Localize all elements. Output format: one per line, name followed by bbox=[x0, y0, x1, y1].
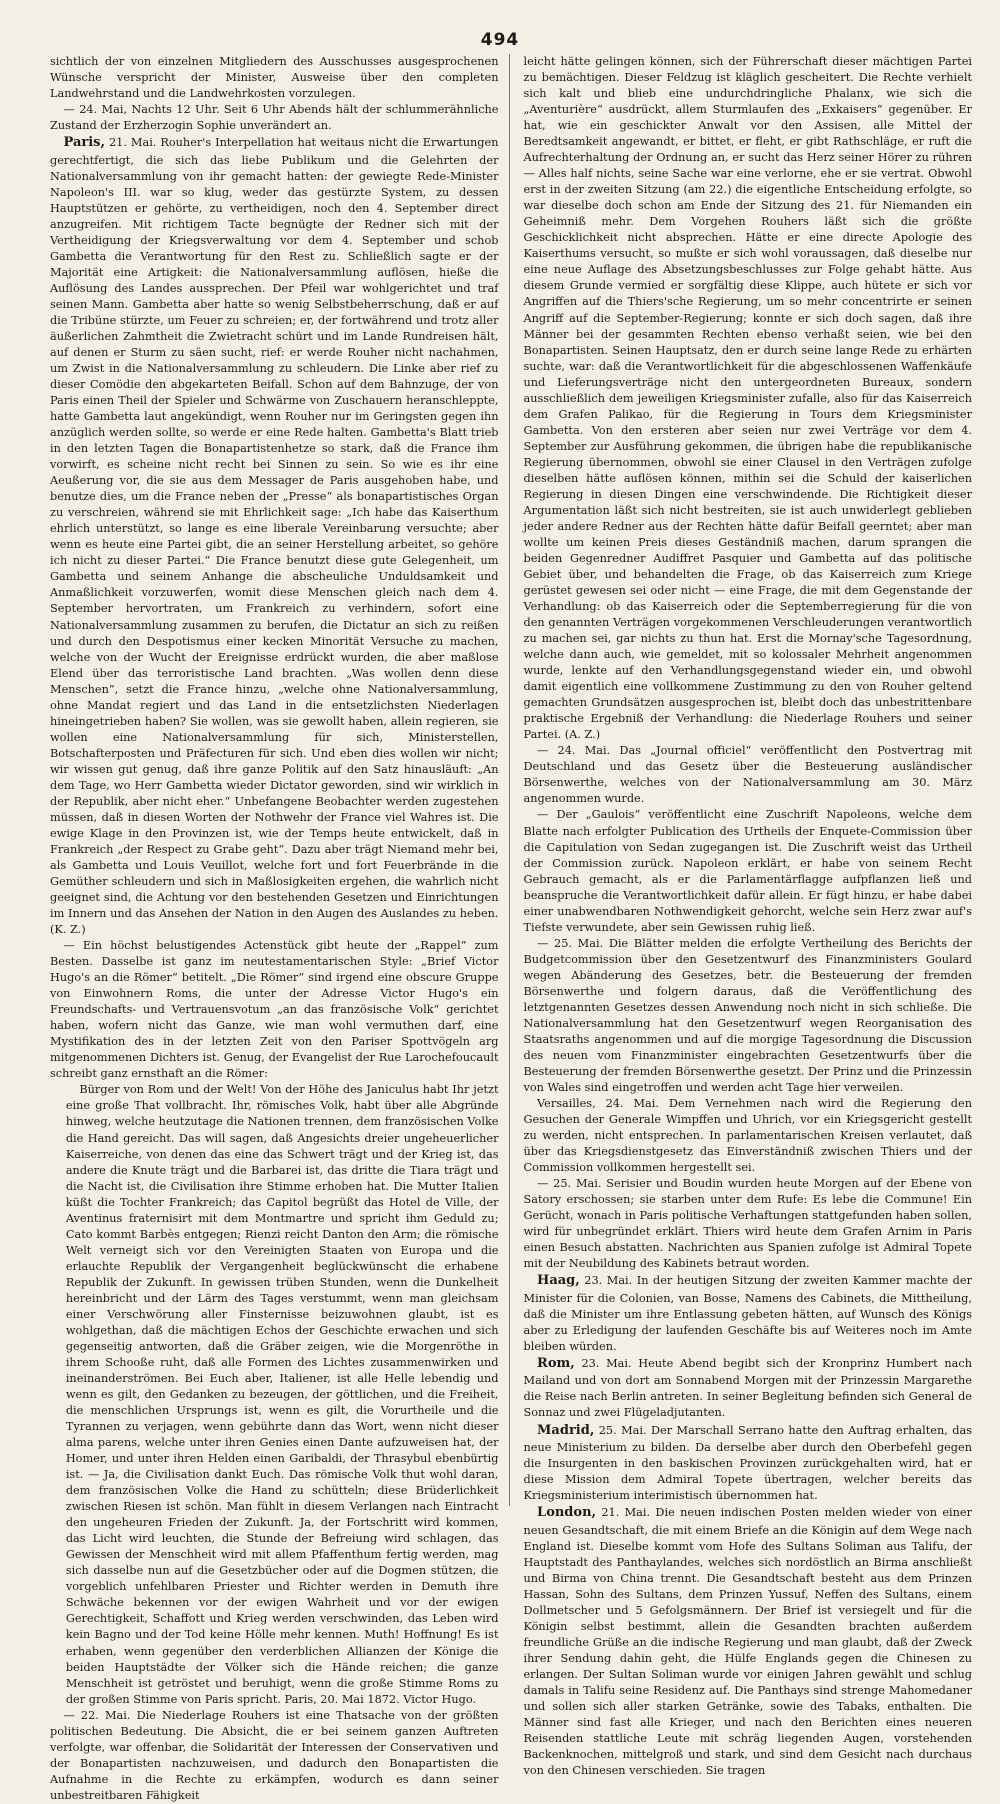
article-text: 21. Mai. Die neuen indischen Posten melden wieder von einer neuen Gesandtschaft, die mit einem Briefe an die Königin auf dem Wege nach England ist. Dieselbe kommt vom Hofe des Sultans Soliman aus Talifu, der Hauptstadt des Panthaylandes, welches sich nordöstlich an Birma anschließt und Birma von China trennt. Die Gesandtschaft besteht aus dem Prinzen Hassan, Sohn des Sultans, dem Prinzen Yussuf, Neffen des Sultans, einem Dollmetscher und 5 Gefolgsmännern. Der Brief ist versiegelt und für die Königin selbst bestimmt, allein die Gesandten brachten außerdem freundliche Grüße an die indische Regierung und man glaubt, daß der Zweck ihrer Sendung dahin geht, die Hülfe Englands gegen die Chinesen zu erlangen. Der Sultan Soliman wurde vor einigen Jahren gewählt und schlug damals in Talifu seine Residenz auf. Die Panthays sind strenge Mahomedaner und sollen sich aller starken Getränke, sowie des Tabaks, enthalten. Die Männer sind fast alle Krieger, und nach den Berichten eines neueren Reisenden stattliche Leute mit schräg liegenden Augen, vorstehenden Backenknochen, mittelgroß und stark, und sind dem Gesicht nach durchaus von den Chinesen verschieden. Sie tragen bbox=[523, 1506, 972, 1777]
article-paragraph: leicht hätte gelingen können, sich der Führerschaft dieser mächtigen Partei zu bemächtigen. Dieser Feldzug ist kläglich gescheitert. Die Rechte verhielt sich kalt und blieb eine undurchdringliche Phalanx, wie sich die „Aventurière“ ausdrückt, allem Sturmlaufen des „Exkaisers“ gegenüber. Er hat, wie ein geschickter Anwalt vor den Assisen, alle Mittel der Beredtsamkeit angewandt, er bittet, er fleht, er gibt Rathschläge, er ruft die Aufrechterhaltung der Ordnung an, er sucht das Herz seiner Hörer zu rühren — Alles half nichts, seine Sache war eine verlorne, ehe er sie vertrat. Obwohl erst in der zweiten Sitzung (am 22.) die eigentliche Entscheidung erfolgte, so war dieselbe doch schon am Ende der Sitzung des 21. für Niemanden ein Geheimniß mehr. Dem Vorgehen Rouhers läßt sich die größte Geschicklichkeit nicht absprechen. Hätte er eine directe Apologie des Kaiserthums versucht, so mußte er sich wohl voraussagen, daß dieselbe nur eine neue Auflage des Absetzungsbeschlusses zur Folge gehabt hätte. Aus diesem Grunde vermied er sorgfältig diese Klippe, auch hütete er sich vor Angriffen auf die Thiers'sche Regierung, um so mehr concentrirte er seinen Angriff auf die September-Regierung; konnte er sich doch sagen, daß ihre Männer bei der gesammten Rechten ebenso verhaßt seien, wie bei den Bonapartisten. Seinen Hauptsatz, den er durch seine lange Rede zu erhärten suchte, war: daß die Verantwortlichkeit für die abgeschlossenen Waffenkäufe und Lieferungsverträge nicht den untergeordneten Bureaux, sondern ausschließlich dem jeweiligen Kriegsminister zufalle, also für das Kaiserreich dem Grafen Palikao, für die Regierung in Tours dem Kriegsminister Gambetta. Von den ersteren aber seien nur zwei Verträge vor dem 4. September zur Ausführung gekommen, die übrigen habe die republikanische Regierung übernommen, obwohl sie einer Clausel in den Verträgen zufolge dieselben hätte auflösen können, mithin sei die Schuld der kaiserlichen Regierung in diesen Dingen eine verschwindende. Die Richtigkeit dieser Argumentation läßt sich nicht bestreiten, sie ist auch unwiderlegt geblieben jeder andere Redner aus der Rechten hätte dafür Beifall geerntet; aber man wollte um keinen Preis dieses Geständniß machen, darum sprangen die beiden Gegenredner Audiffret Pasquier und Gambetta auf das politische Gebiet über, und behandelten die Frage, ob das Kaiserreich zum Kriege gerüstet gewesen sei oder nicht — eine Frage, die mit dem Gegenstande der Verhandlung: ob das Kaiserreich oder die Septemberregierung für die von den genannten Verträgen vorgekommenen Verschleuderungen verantwortlich zu machen sei, gar nichts zu thun hat. Erst die Mornay'sche Tagesordnung, welche dann auch, wie gemeldet, mit so kolossaler Mehrheit angenommen wurde, lenkte auf den Verhandlungsgegenstand wieder ein, und obwohl damit eigentlich eine vollkommene Zustimmung zu den von Rouher geltend gemachten Grundsätzen ausgesprochen ist, bleibt doch das unbestrittenbare praktische Ergebniß der Verhandlung: die Niederlage Rouhers und seiner Partei. (A. Z.) bbox=[523, 55, 972, 742]
article-paris bbox=[50, 134, 499, 938]
article-paragraph: — 25. Mai. Serisier und Boudin wurden heute Morgen auf der Ebene von Satory erschossen; sie starben unter dem Rufe: Es lebe die Commune! Ein Gerücht, wonach in Paris politische Verhaftungen stattgefunden haben sollen, wird für unbegründet erklärt. Thiers wird heute dem Grafen Arnim in Paris einen Besuch abstatten. Nachrichten aus Spanien zufolge ist Admiral Topete mit der Neubildung des Kabinets betraut worden. bbox=[523, 1177, 972, 1271]
right-column bbox=[523, 54, 973, 1777]
article-paragraph: sichtlich der von einzelnen Mitgliedern des Ausschusses ausgesprochenen Wünsche verspricht der Minister, Ausweise über den completen Landwehrstand und die Landwehrkosten vorzulegen. bbox=[50, 55, 499, 101]
dateline-haag: Haag, bbox=[537, 1273, 580, 1289]
article-paragraph: — 22. Mai. Die Niederlage Rouhers ist eine Thatsache von der größten politischen Bedeutung. Die Absicht, die er bei seinem ganzen Auftreten verfolgte, war offenbar, die Solidarität der Interessen der Conservativen und der Bonapartisten nachzuweisen, und dadurch den Bonapartisten die Aufnahme in die Rechte zu erkämpfen, wodurch es dann seiner unbestreitbaren Fähigkeit bbox=[50, 1708, 499, 1802]
article-paragraph: — Der „Gaulois“ veröffentlicht eine Zuschrift Napoleons, welche dem Blatte nach erfolgter Publication des Urtheils der Enquete-Commission über die Capitulation von Sedan zugegangen ist. Die Zuschrift weist das Urtheil der Commission zurück. Napoleon erklärt, er habe von seinem Recht Gebrauch gemacht, als er die Parlamentärflagge aufpflanzen ließ und beanspruche die Verantwortlichkeit dafür allein. Er fügt hinzu, er habe dabei einer unabwendbaren Nothwendigkeit gehorcht, welche sein Herz zwar auf's Tiefste verwundete, aber sein Gewissen ruhig ließ. bbox=[523, 808, 972, 934]
dateline-paris: Paris, bbox=[63, 135, 106, 151]
dateline-london: London, bbox=[537, 1505, 597, 1521]
article-text: 23. Mai. In der heutigen Sitzung der zweiten Kammer machte der Minister für die Colonien, van Bosse, Namens des Cabinets, die Mittheilung, daß die Minister um ihre Entlassung gebeten hätten, auf Wunsch des Königs aber zu Erledigung der laufenden Geschäfte bis auf Weiteres noch im Amte bleiben würden. bbox=[523, 1274, 972, 1353]
article-madrid bbox=[524, 1422, 973, 1505]
article-paragraph: — 25. Mai. Die Blätter melden die erfolgte Vertheilung des Berichts der Budgetcommission über den Gesetzentwurf des Finanzministers Goulard wegen Abänderung des Gesetzes, betr. die Besteuerung der fremden Börsenwerthe und folgern daraus, daß die Veröffentlichung des letztgenannten Gesetzes dessen Anwendung noch nicht in sich schließe. Die Nationalversammlung hat den Gesetzentwurf wegen Reorganisation des Staatsraths angenommen und auf die morgige Tagesordnung die Discussion des neuen vom Finanzminister eingebrachten Gesetzentwurfs über die Besteuerung der fremden Börsenwerthe gesetzt. Der Prinz und die Prinzessin von Wales sind eingetroffen und werden acht Tage hier verweilen. bbox=[523, 936, 972, 1094]
left-column bbox=[50, 54, 510, 1802]
article-rom bbox=[524, 1355, 973, 1422]
page-number: 494 bbox=[480, 30, 520, 50]
article-paragraph: — 24. Mai, Nachts 12 Uhr. Seit 6 Uhr Abends hält der schlummerähnliche Zustand der Erzherzogin Sophie unverändert an. bbox=[50, 103, 499, 133]
article-paragraph: — 24. Mai. Das „Journal officiel“ veröffentlicht den Postvertrag mit Deutschland und das Gesetz über die Besteuerung ausländischer Börsenwerthe, welches von der Nationalversammlung am 30. März angenommen wurde. bbox=[523, 744, 972, 806]
text-columns bbox=[50, 54, 972, 1802]
article-haag bbox=[524, 1272, 973, 1355]
article-text: 21. Mai. Rouher's Interpellation hat weitaus nicht die Erwartungen gerechtfertigt, die sich das liebe Publikum und die Gelehrten der Nationalversammlung von ihr gemacht hatten: der gewiegte Rede-Minister Napoleon's III. war so klug, weder das gestürzte System, zu dessen Hauptstützen er gehörte, zu vertheidigen, noch den 4. September direct anzugreifen. Mit richtigem Tacte begnügte der Redner sich mit der Vertheidigung der Kriegsverwaltung vor dem 4. September und schob Gambetta die Verantwortung für den Rest zu. Schließlich sagte er der Majorität eine Artigkeit: die Nationalversammlung auflösen, hieße die Auflösung des Landes aussprechen. Der Pfeil war wohlgerichtet und traf seinen Mann. Gambetta aber hatte so wenig Selbstbeherrschung, daß er auf die Tribüne stürzte, um Feuer zu schreien; er, der fortwährend und trotz aller äußerlichen Zahmtheit die Zwietracht schürt und im Lande Rundreisen hält, auf denen er Sturm zu säen sucht, rief: er werde Rouher nicht nachahmen, um Zwist in die Nationalversammlung zu schleudern. Die Linke aber rief zu dieser Comödie den abgekarteten Beifall. Schon auf dem Bahnzuge, der von Paris einen Theil der Spieler und Schwärme von Zuschauern heranschleppte, hatte Gambetta laut angekündigt, wenn Rouher nur im Geringsten gegen ihn anzüglich werden sollte, so werde er eine Rede halten. Gambetta's Blatt trieb in den letzten Tagen die Bonapartistenhetze so stark, daß die France ihm vorwirft, es scheine nicht recht bei Sinnen zu sein. So wie es ihr eine Aeußerung vor, die sie aus dem Messager de Paris ausgehoben habe, und benutze dies, um die France neben der „Presse“ als bonapartistisches Organ zu verschreien, während sie mit Ehrlichkeit sage: „Ich habe das Kaiserthum ehrlich unterstützt, so lange es eine liberale Vereinbarung versuchte; aber wenn es heute eine Partei gibt, die an seiner Herstellung arbeitet, so gehöre ich nicht zu dieser Partei.“ Die France benutzt diese gute Gelegenheit, um Gambetta und seinem Anhange die abscheuliche Unduldsamkeit und Anmaßlichkeit vorzuwerfen, womit diese Menschen gleich nach dem 4. September hervortraten, um Frankreich zu verhindern, sofort eine Nationalversammlung zusammen zu berufen, die Dictatur an sich zu reißen und durch den Despotismus einer kecken Minorität Versuche zu machen, welche von der Wucht der Ereignisse erdrückt wurden, die aber maßlose Elend über das terroristische Land brachten. „Was wollen denn diese Menschen“, setzt die France hinzu, „welche ohne Nationalversammlung, ohne Mandat regiert und das Land in die entsetzlichsten Niederlagen hineingetrieben haben? Sie wollen, was sie gewollt haben, allein regieren, sie wollen eine Nationalversammlung für sich, Ministerstellen, Botschafterposten und Präfecturen für sich. Und eben dies wollen wir nicht; wir wissen gut genug, daß ihre ganze Politik auf den Satz hinausläuft: „An dem Tage, wo Herr Gambetta wieder Dictator geworden, sind wir wirklich in der Republik, aber nicht eher.“ Unbefangene Beobachter werden zugestehen müssen, daß in diesen Worten der Nothwehr der France viel Wahres ist. Die ewige Klage in den Provinzen ist, wie der Temps heute entwickelt, daß in Frankreich „der Respect zu Grabe geht“. Dazu aber trägt Niemand mehr bei, als Gambetta und Louis Veuillot, welche fort und fort Feuerbrände in die Gemüther schleudern und sich in Maßlosigkeiten ergehen, die wahrlich nicht geeignet sind, die Achtung vor den bestehenden Gesetzen und Einrichtungen im Innern und das Ansehen der Nation in den Augen des Auslandes zu heben. (K. Z.) bbox=[50, 136, 499, 937]
article-paragraph: — Ein höchst belustigendes Actenstück gibt heute der „Rappel“ zum Besten. Dasselbe ist ganz im neutestamentarischen Style: „Brief Victor Hugo's an die Römer“ betitelt. „Die Römer“ sind irgend eine obscure Gruppe von Einwohnern Roms, die unter der Adresse Victor Hugo's ein Freundschafts- und Vertrauensvotum „an das französische Volk“ gerichtet haben, wofern nicht das Ganze, wie man wohl vermuthen darf, eine Mystifikation des in der letzten Zeit von den Pariser Spottvögeln arg mitgenommenen Dichters ist. Genug, der Evangelist der Rue Larochefoucault schreibt ganz ernsthaft an die Römer: bbox=[50, 939, 499, 1081]
dateline-madrid: Madrid, bbox=[537, 1422, 595, 1438]
article-london bbox=[524, 1504, 973, 1779]
article-paragraph: Versailles, 24. Mai. Dem Vernehmen nach wird die Regierung den Gesuchen der Generale Wimpffen und Uhrich, vor ein Kriegsgericht gestellt zu werden, nicht entsprechen. In parlamentarischen Kreisen verlautet, daß über das Kriegsdienstgesetz das Einverständniß zwischen Thiers und der Commission vollkommen hergestellt sei. bbox=[523, 1097, 972, 1175]
article-text: 23. Mai. Heute Abend begibt sich der Kronprinz Humbert nach Mailand und von dort am Sonnabend Morgen mit der Prinzessin Margarethe die Reise nach Berlin antreten. In seiner Begleitung befinden sich General de Sonnaz und zwei Flügeladjutanten. bbox=[523, 1356, 972, 1420]
dateline-rom: Rom, bbox=[537, 1355, 575, 1371]
article-text: 25. Mai. Der Marschall Serrano hatte den Auftrag erhalten, das neue Ministerium zu bilden. Da derselbe aber durch den Oberbefehl gegen die Insurgenten in den baskischen Provinzen zurückgehalten wird, hat er diese Mission dem Admiral Topete übertragen, welcher bereits das Kriegsministerium interimistisch übernommen hat. bbox=[523, 1423, 972, 1503]
quoted-letter: Bürger von Rom und der Welt! Von der Höhe des Janiculus habt Ihr jetzt eine große That vollbracht. Ihr, römisches Volk, habt über alle Abgründe hinweg, welche heutzutage die Nationen trennen, dem französischen Volke die Hand gereicht. Das will sagen, daß Angesichts dreier ungeheuerlicher Kaiserreiche, von denen das eine das Schwert trägt und der Krieg ist, das andere die Knute trägt und die Barbarei ist, das dritte die Tiara trägt und die Nacht ist, die Civilisation ihre Stimme erhoben hat. Die Mutter Italien küßt die Tochter Frankreich; das Capitol begrüßt das Hotel de Ville, der Aventinus fraternisirt mit dem Montmartre und spricht ihm Geduld zu; Cato kommt Barbès entgegen; Rienzi reicht Danton den Arm; die römische Welt verneigt sich vor den Vereinigten Staaten von Europa und die erlauchte Republik der Vergangenheit beglückwünscht die erhabene Republik der Zukunft. In gewissen trüben Stunden, wenn die Dunkelheit hereinbricht und der Lärm des Tages verstummt, wenn man gleichsam einer Verschwörung aller Finsternisse beizuwohnen glaubt, ist es wohlgethan, daß die mächtigen Echos der Geschichte erwachen und sich gegenseitig antworten, daß die Gräber zeigen, wie die Morgenröthe in ihrem Schooße ruht, daß alle Formen des Lichtes zusammenwirken und ineinanderströmen. Bei Euch aber, Italiener, ist alle Helle lebendig und wenn es gilt, den Gedanken zu bezeugen, der göttlichen, und die Freiheit, die menschlichen Ursprungs ist, wenn es gilt, die Vorurtheile und die Tyrannen zu verjagen, wenn gebührte dann das Wort, wenn nicht dieser alma parens, welche unter ihren Genies einen Dante aufzuweisen hat, der Homer, und unter ihren Helden einen Garibaldi, der Thrasybul ebenbürtig ist. — Ja, die Civilisation dankt Euch. Das römische Volk thut wohl daran, dem französischen Volke die Hand zu schütteln; diese Brüderlichkeit zwischen Riesen ist schön. Man fühlt in diesem Verlangen nach Eintracht den ungeheuren Frieden der Zukunft. Ja, der Fortschritt wird kommen, das Licht wird leuchten, die Stunde der Befreiung wird schlagen, das Gewissen der Menschheit wird mit allem Pfaffenthum fertig werden, mag sich dasselbe nun auf die Gesetzbücher oder auf die Dogmen stützen, die vorgeblich unfehlbaren Priester und Richter werden in Demuth ihre Schwäche bekennen vor der ewigen Wahrheit und vor der ewigen Gerechtigkeit, Schaffott und Krieg werden verschwinden, das Leben wird kein Bagno und der Tod keine Hölle mehr kennen. Muth! Hoffnung! Es ist erhaben, wenn gegenüber den verderblichen Allianzen der Könige die beiden Hauptstädte der Völker sich die Hände reichen; die ganze Menschheit ist getröstet und beruhigt, wenn die große Stimme Roms zu der großen Stimme von Paris spricht. Paris, 20. Mai 1872. Victor Hugo. bbox=[65, 1083, 499, 1706]
